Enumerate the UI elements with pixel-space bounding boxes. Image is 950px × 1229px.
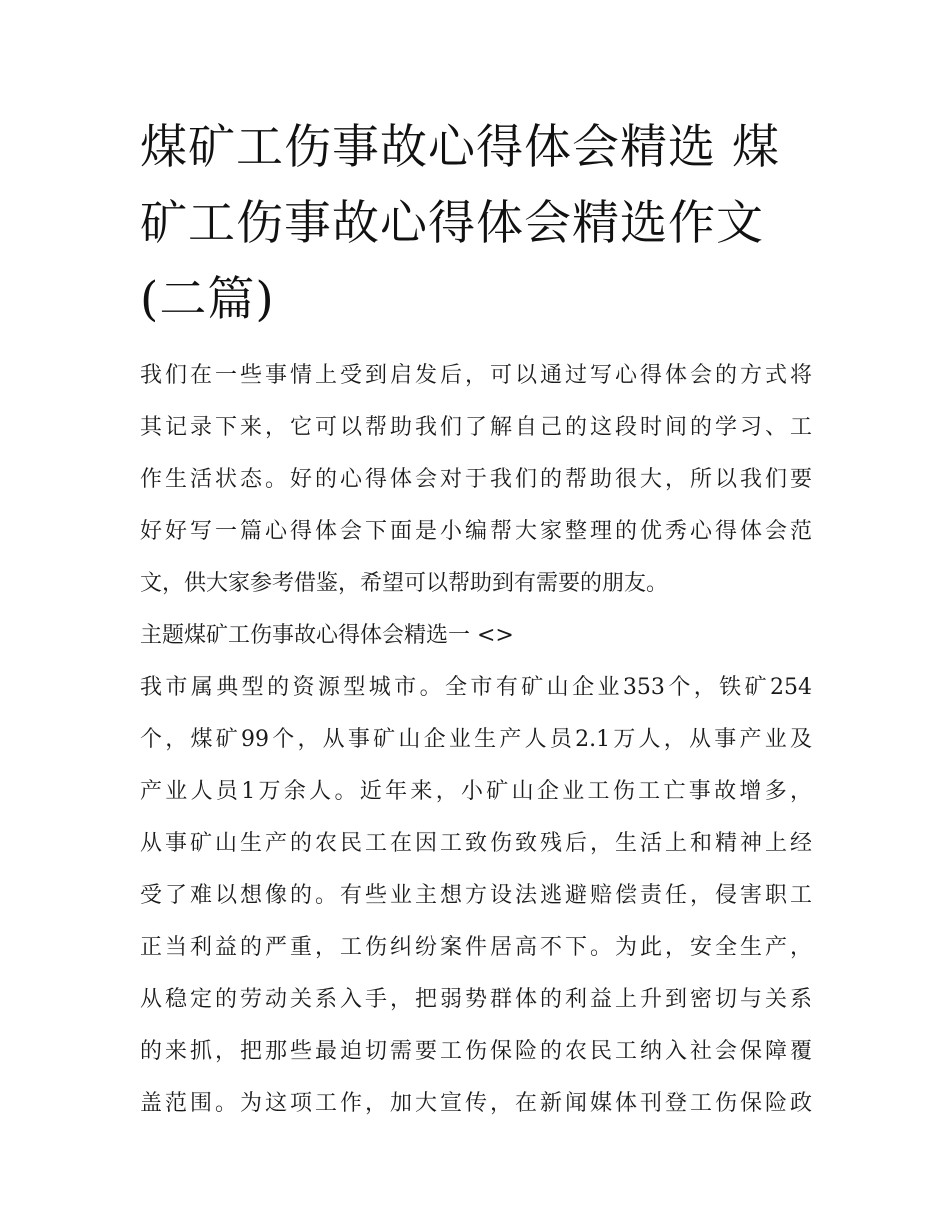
body-line: 盖范围。为这项工作，加大宣传，在新闻媒体刊登工伤保险政: [140, 1091, 812, 1116]
body-line: 我市属典型的资源型城市。全市有矿山企业353个，铁矿254: [140, 675, 812, 700]
intro-line: 其记录下来，它可以帮助我们了解自己的这段时间的学习、工: [140, 415, 812, 440]
document-title: [140, 110, 812, 338]
title-line: 煤矿工伤事故心得体会精选 煤: [140, 120, 780, 175]
document-body: [140, 350, 812, 1130]
section-heading: 主题煤矿工伤事故心得体会精选一 <>: [140, 623, 514, 648]
body-line: 个，煤矿99个，从事矿山企业生产人员2.1万人，从事产业及: [140, 727, 812, 752]
intro-line: 我们在一些事情上受到启发后，可以通过写心得体会的方式将: [140, 363, 812, 388]
intro-line: 作生活状态。好的心得体会对于我们的帮助很大，所以我们要: [140, 467, 812, 492]
title-line: (二篇): [140, 272, 275, 327]
body-line: 从稳定的劳动关系入手，把弱势群体的利益上升到密切与关系: [140, 987, 812, 1012]
intro-line: 文，供大家参考借鉴，希望可以帮助到有需要的朋友。: [140, 571, 669, 596]
document-page: [140, 110, 812, 1130]
title-line: 矿工伤事故心得体会精选作文: [140, 196, 764, 251]
body-line: 的来抓，把那些最迫切需要工伤保险的农民工纳入社会保障覆: [140, 1039, 812, 1064]
intro-line: 好好写一篇心得体会下面是小编帮大家整理的优秀心得体会范: [140, 519, 812, 544]
body-line: 产业人员1万余人。近年来，小矿山企业工伤工亡事故增多，: [140, 779, 812, 804]
body-line: 从事矿山生产的农民工在因工致伤致残后，生活上和精神上经: [140, 831, 812, 856]
body-line: 受了难以想像的。有些业主想方设法逃避赔偿责任，侵害职工: [140, 883, 812, 908]
body-line: 正当利益的严重，工伤纠纷案件居高不下。为此，安全生产，: [140, 935, 812, 960]
